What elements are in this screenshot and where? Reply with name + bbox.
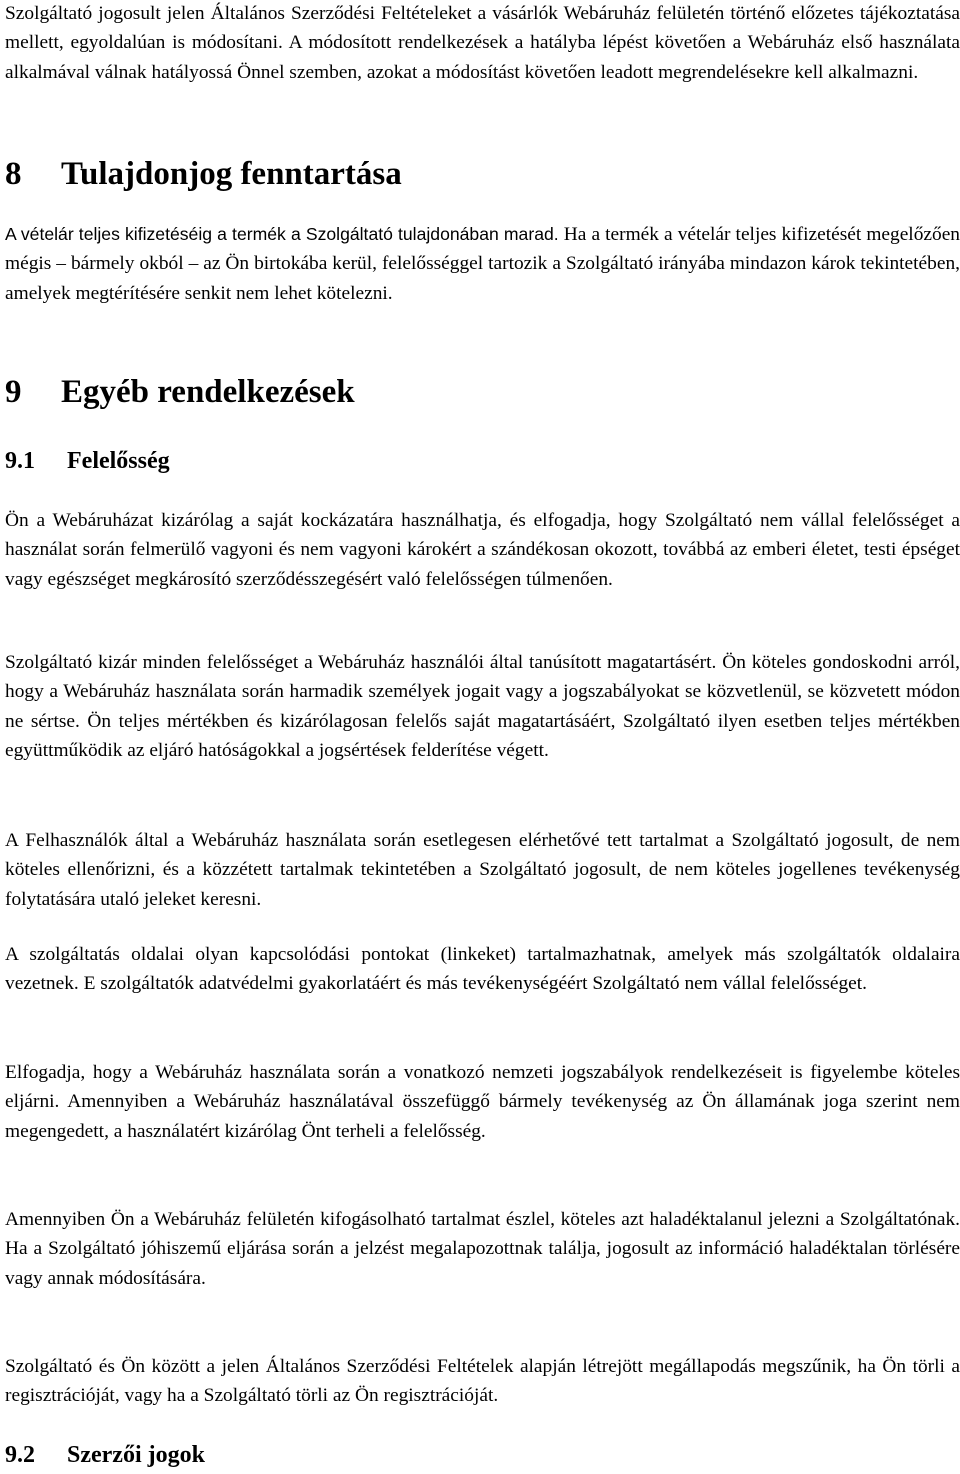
liability-paragraph: Ön a Webáruházat kizárólag a saját kockázatára használhatja, és elfogadja, hogy Szolgáltató nem vállal felelősséget a használat során felmerülő vagyoni és nem vagyoni károkért a szándékosan okozott, továbbá az emberi életet, testi épséget vagy egészséget megkárosító szerződésszegésért való felelősségen túlmenően. (5, 510, 960, 590)
subsection-9-2-title: Szerzői jogok (67, 1442, 205, 1468)
liability-paragraph: Amennyiben Ön a Webáruház felületén kifogásolható tartalmat észlel, köteles azt haladéktalanul jelezni a Szolgáltatónak. Ha a Szolgáltató jóhiszemű eljárása során a jelzést megalapozottnak találja, jogosult az információ haladéktalan törlésére vagy annak módosítására. (5, 1209, 960, 1289)
subsection-9-1-title: Felelősség (67, 448, 170, 474)
subsection-9-2-heading (5, 1440, 205, 1470)
subsection-9-1-heading (5, 446, 170, 476)
section-8-number: 8 (5, 156, 22, 192)
section-8-serif-text: Ha a termék a vételár teljes kifizetését megelőzően mégis – bármely okból – az Ön birtokába kerül, felelősséggel tartozik a Szolgáltató irányába mindazon károk tekintetében, amelyek megtérítésére senkit nem lehet kötelezni. (5, 224, 960, 304)
section-8-title: Tulajdonjog fenntartása (61, 156, 402, 192)
section-8-heading (5, 154, 402, 194)
liability-paragraph: A szolgáltatás oldalai olyan kapcsolódási pontokat (linkeket) tartalmazhatnak, amelyek más szolgáltatók oldalaira vezetnek. E szolgáltatók adatvédelmi gyakorlatáért és más tevékenységéért Szolgáltató nem vállal felelősséget. (5, 944, 960, 995)
section-9-number: 9 (5, 374, 22, 410)
subsection-9-1-number: 9.1 (5, 448, 35, 474)
section-8-paragraph (5, 220, 960, 308)
liability-paragraph: Elfogadja, hogy a Webáruház használata során a vonatkozó nemzeti jogszabályok rendelkezéseit is figyelembe köteles eljárni. Amennyiben a Webáruház használatával összefüggő bármely tevékenység az Ön államának joga szerint nem megengedett, a használatért kizárólag Önt terheli a felelősség. (5, 1062, 960, 1142)
section-9-title: Egyéb rendelkezések (61, 374, 355, 410)
subsection-9-2-number: 9.2 (5, 1442, 35, 1468)
intro-paragraph: Szolgáltató jogosult jelen Általános Szerződési Feltételeket a vásárlók Webáruház felületén történő előzetes tájékoztatása mellett, egyoldalúan is módosítani. A módosított rendelkezések a hatályba lépést követően a Webáruház első használata alkalmával válnak hatályossá Önnel szemben, azokat a módosítást követően leadott megrendelésekre kell alkalmazni. (5, 3, 960, 83)
section-8-sans-text: A vételár teljes kifizetéséig a termék a Szolgáltató tulajdonában marad. (5, 224, 559, 244)
liability-paragraph: Szolgáltató és Ön között a jelen Általános Szerződési Feltételek alapján létrejött megállapodás megszűnik, ha Ön törli a regisztrációját, vagy ha a Szolgáltató törli az Ön regisztrációját. (5, 1356, 960, 1407)
liability-paragraph: A Felhasználók által a Webáruház használata során esetlegesen elérhetővé tett tartalmat a Szolgáltató jogosult, de nem köteles ellenőrizni, és a közzétett tartalmak tekintetében a Szolgáltató jogosult, de nem köteles jogellenes tevékenység folytatására utaló jeleket keresni. (5, 830, 960, 910)
liability-paragraph: Szolgáltató kizár minden felelősséget a Webáruház használói által tanúsított magatartásért. Ön köteles gondoskodni arról, hogy a Webáruház használata során harmadik személyek jogait vagy a jogszabályokat se közvetlenül, se közvetett módon ne sértse. Ön teljes mértékben és kizárólagosan felelős saját magatartásáért, Szolgáltató ilyen esetben teljes mértékben együttműködik az eljáró hatóságokkal a jogsértések felderítése végett. (5, 652, 960, 762)
section-9-heading (5, 372, 355, 412)
